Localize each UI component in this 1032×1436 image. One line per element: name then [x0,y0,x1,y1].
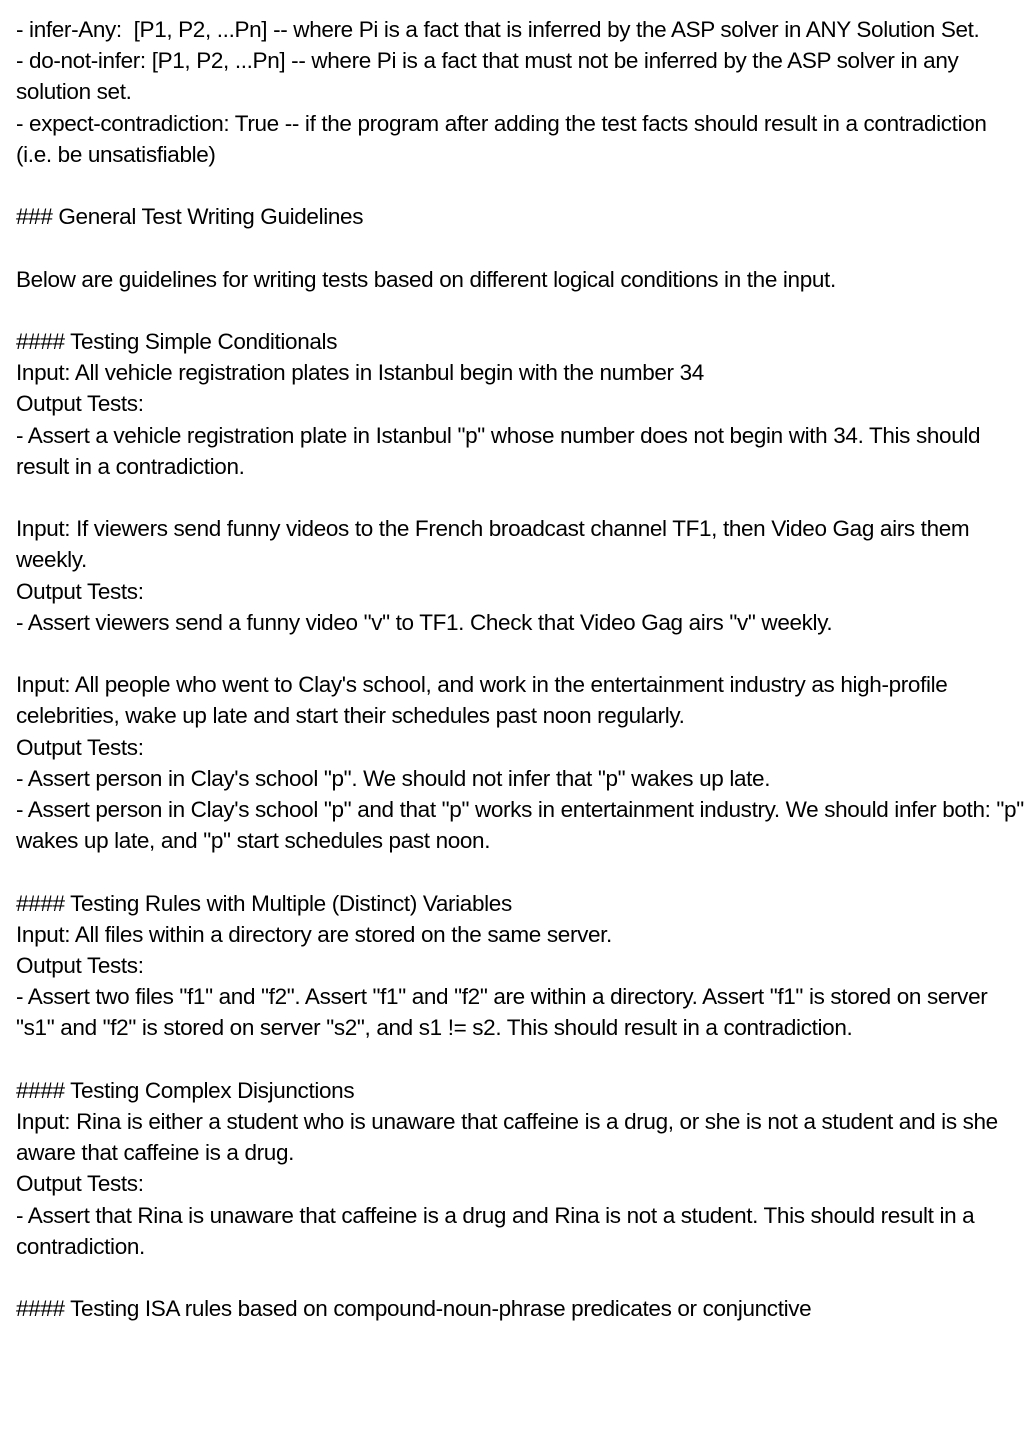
test-item: - Assert person in Clay's school "p". We should not infer that "p" wakes up late. [16,765,771,791]
test-item: - Assert two files "f1" and "f2". Assert "f1" and "f2" are within a directory. Assert "f1" is stored on server "s1" and "f2" is stored on server "s2", and s1 != s2. This should result in a contradiction. [16,984,994,1041]
output-tests-label: Output Tests: [16,391,144,417]
output-tests-label: Output Tests: [16,734,144,760]
output-tests-label: Output Tests: [16,953,144,978]
output-tests-label: Output Tests: [16,578,144,604]
output-tests-label: Output Tests: [16,1171,144,1197]
input-line: Input: All files within a directory are stored on the same server. [16,921,612,947]
param-expect-contradiction: - expect-contradiction: True -- if the program after adding the test facts should result in a contradiction (i.e. be unsatisfiable) [16,110,993,167]
test-item: - Assert person in Clay's school "p" and that "p" works in entertainment industry. We should infer both: "p" wakes up late, and "p" start schedules past noon. [16,797,1030,854]
document-body [16,14,1030,1324]
test-item: - Assert that Rina is unaware that caffeine is a drug and Rina is not a student. This should result in a contradiction. [16,1202,981,1259]
blank-line [16,856,1024,887]
test-item: - Assert a vehicle registration plate in Istanbul "p" whose number does not begin with 34. This should result in a contradiction. [16,422,987,479]
blank-line [16,638,1024,669]
input-line: Input: All vehicle registration plates in Istanbul begin with the number 34 [16,360,704,386]
test-item: - Assert viewers send a funny video "v" to TF1. Check that Video Gag airs "v" weekly. [16,609,833,635]
input-line: Input: All people who went to Clay's school, and work in the entertainment industry as high-profile celebrities, wake up late and start their schedules past noon regularly. [16,672,954,729]
heading-complex-disjunctions: #### Testing Complex Disjunctions [16,1077,355,1103]
blank-line [16,170,1024,201]
param-infer-any: - infer-Any: [P1, P2, ...Pn] -- where Pi is a fact that is inferred by the ASP solver in ANY Solution Set. [16,17,980,42]
blank-line [16,1044,1024,1075]
guidelines-intro: Below are guidelines for writing tests based on different logical conditions in the input. [16,266,836,292]
input-line: Input: If viewers send funny videos to the French broadcast channel TF1, then Video Gag airs them weekly. [16,516,976,573]
input-line: Input: Rina is either a student who is unaware that caffeine is a drug, or she is not a student and is she aware that caffeine is a drug. [16,1109,1004,1166]
blank-line [16,1262,1024,1293]
heading-simple-conditionals: #### Testing Simple Conditionals [16,328,338,354]
param-do-not-infer: - do-not-infer: [P1, P2, ...Pn] -- where Pi is a fact that must not be inferred by the ASP solver in any solution set. [16,48,965,105]
heading-isa-rules: #### Testing ISA rules based on compound-noun-phrase predicates or conjunctive [16,1296,812,1322]
heading-general-guidelines: ### General Test Writing Guidelines [16,204,364,230]
blank-line [16,232,1024,263]
blank-line [16,295,1024,326]
blank-line [16,482,1024,513]
heading-multiple-variables: #### Testing Rules with Multiple (Distinct) Variables [16,890,512,916]
